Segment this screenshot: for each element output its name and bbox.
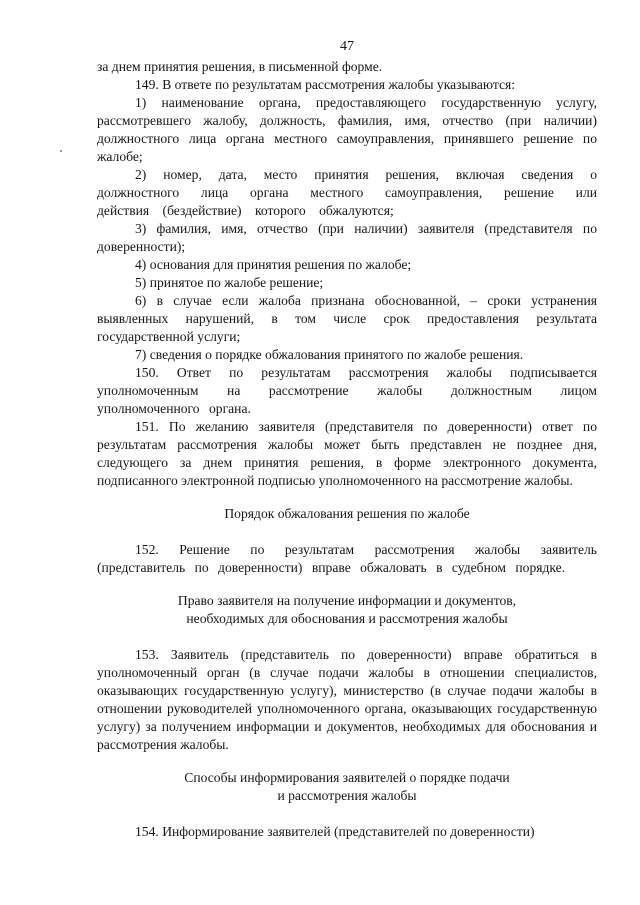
- section-heading-rights-line2: необходимых для обоснования и рассмотрения жалобы: [186, 611, 508, 626]
- list-item-149-2: 2) номер, дата, место принятия решения, включая сведения о должностного лица органа местного самоуправления, решение или действия (бездействие) которого обжалуются;: [97, 167, 597, 218]
- scan-artifact: [60, 150, 62, 152]
- paragraph-151: 151. По желанию заявителя (представителя по доверенности) ответ по результатам рассмотрения жалобы может быть представлен не позднее дня, следующего за днем принятия решения, в форме электронного документа, подписанного электронной подписью уполномоченного на рассмотрение жалобы.: [97, 419, 597, 488]
- list-item-149-5: 5) принятое по жалобе решение;: [135, 275, 324, 290]
- paragraph-152: 152. Решение по результатам рассмотрения жалобы заявитель (представитель по доверенности) вправе обжаловать в судебном порядке.: [97, 542, 597, 575]
- section-heading-informing-line1: Способы информирования заявителей о порядке подачи: [184, 770, 510, 785]
- paragraph-150: 150. Ответ по результатам рассмотрения жалобы подписывается уполномоченным на рассмотрение жалобы должностным лицом уполномоченного органа.: [97, 365, 597, 416]
- list-item-149-3: 3) фамилия, имя, отчество (при наличии) заявителя (представителя по доверенности);: [97, 221, 597, 254]
- document-body: [97, 58, 597, 841]
- page-number: 47: [340, 39, 354, 54]
- list-item-149-1: 1) наименование органа, предоставляющего государственную услугу, рассмотревшего жалобу, должность, фамилия, имя, отчество (при наличии) должностного лица органа местного самоуправления, принявшего решение по жалобе;: [97, 95, 597, 164]
- list-item-149-4: 4) основания для принятия решения по жалобе;: [135, 257, 412, 272]
- paragraph-continuation: за днем принятия решения, в письменной форме.: [97, 59, 383, 74]
- section-heading-rights-line1: Право заявителя на получение информации и документов,: [177, 593, 517, 608]
- paragraph-149: 149. В ответе по результатам рассмотрения жалобы указываются:: [135, 77, 516, 92]
- list-item-149-6: 6) в случае если жалоба признана обоснованной, – сроки устранения выявленных нарушений, в том числе срок предоставления результата государственной услуги;: [97, 293, 597, 344]
- paragraph-153: 153. Заявитель (представитель по доверенности) вправе обратиться в уполномоченный орган (в случае подачи жалобы в отношении специалистов, оказывающих государственную услугу), министерство (в случае подачи жалобы в отношении руководителей уполномоченного органа, оказывающих государственную услугу) за получением информации и документов, необходимых для обоснования и рассмотрения жалобы.: [97, 647, 597, 752]
- list-item-149-7: 7) сведения о порядке обжалования принятого по жалобе решения.: [135, 347, 524, 362]
- paragraph-154: 154. Информирование заявителей (представителей по доверенности): [135, 824, 535, 839]
- section-heading-appeal: Порядок обжалования решения по жалобе: [224, 506, 470, 521]
- section-heading-informing-line2: и рассмотрения жалобы: [277, 788, 417, 803]
